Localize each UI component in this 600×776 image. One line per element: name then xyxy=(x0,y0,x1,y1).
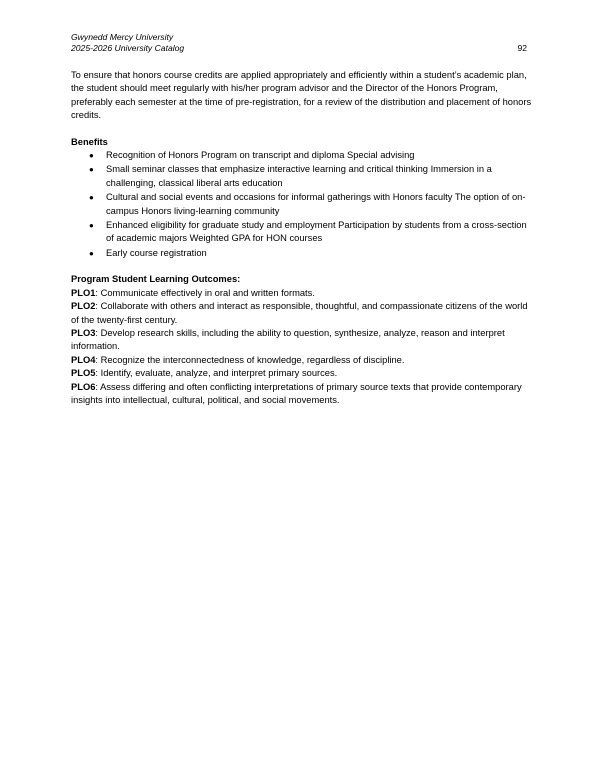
outcome-separator: : xyxy=(95,381,101,392)
outcome-label: PLO6 xyxy=(71,381,96,392)
outcome-item xyxy=(71,327,533,354)
bullet-icon: ● xyxy=(89,151,94,161)
outcome-item xyxy=(71,354,533,367)
benefit-item xyxy=(71,219,533,246)
main-content xyxy=(71,69,533,407)
outcome-label: PLO3 xyxy=(71,327,96,338)
benefits-list xyxy=(71,149,533,260)
outcome-text: Recognize the interconnectedness of knowledge, regardless of discipline. xyxy=(100,354,405,365)
bullet-icon: ● xyxy=(89,193,94,203)
outcome-label: PLO4 xyxy=(71,354,96,365)
benefits-heading: Benefits xyxy=(71,136,108,147)
outcome-separator: : xyxy=(95,327,101,338)
outcome-separator: : xyxy=(95,368,101,379)
page-number: 92 xyxy=(517,43,527,53)
institution-name: Gwynedd Mercy University xyxy=(71,32,174,42)
outcome-text: Communicate effectively in oral and written formats. xyxy=(100,287,315,298)
bullet-icon: ● xyxy=(89,248,94,258)
outcome-separator: : xyxy=(95,354,101,365)
benefit-text: Recognition of Honors Program on transcript and diploma Special advising xyxy=(106,150,415,161)
outcome-text: Develop research skills, including the ability to question, synthesize, analyze, reason and interpret information. xyxy=(71,327,505,352)
outcome-label: PLO1 xyxy=(71,287,96,298)
catalog-title: 2025-2026 University Catalog xyxy=(71,43,185,53)
benefit-text: Early course registration xyxy=(106,247,207,258)
outcome-text: Collaborate with others and interact as responsible, thoughtful, and compassionate citizens of the world of the twenty-first century. xyxy=(71,301,528,325)
benefit-text: Small seminar classes that emphasize interactive learning and critical thinking Immersion in a challenging, classical liberal arts education xyxy=(106,164,492,188)
outcome-separator: : xyxy=(95,301,101,312)
benefit-text: Cultural and social events and occasions for informal gatherings with Honors faculty The option of on- campus Honors living-learning community xyxy=(106,192,526,216)
outcome-item xyxy=(71,381,533,408)
bullet-icon: ● xyxy=(89,165,94,175)
outcome-label: PLO5 xyxy=(71,368,96,379)
outcome-label: PLO2 xyxy=(71,301,96,312)
outcome-text: Assess differing and often conflicting interpretations of primary source texts that provide contemporary insights into intellectual, cultural, political, and social movements. xyxy=(71,381,522,405)
outcome-separator: : xyxy=(95,287,101,298)
outcomes-heading: Program Student Learning Outcomes: xyxy=(71,274,241,285)
benefit-text: Enhanced eligibility for graduate study and employment Participation by students from a cross-section of academic majors Weighted GPA for HON courses xyxy=(106,220,527,244)
bullet-icon: ● xyxy=(89,221,94,231)
page-header xyxy=(71,32,530,54)
benefit-item xyxy=(71,163,533,190)
outcomes-list xyxy=(71,287,533,408)
benefit-item xyxy=(71,191,533,218)
benefit-item xyxy=(71,247,533,260)
outcome-text: Identify, evaluate, analyze, and interpret primary sources. xyxy=(100,368,338,379)
outcome-item xyxy=(71,367,533,380)
intro-paragraph: To ensure that honors course credits are applied appropriately and efficiently within a student’s academic plan, the student should meet regularly with his/her program advisor and the Director of the Honors Program, preferably each semester at the time of pre-registration, for a review of the distribution and placement of honors credits. xyxy=(71,70,532,121)
benefit-item xyxy=(71,149,533,162)
outcome-item xyxy=(71,287,533,300)
outcome-item xyxy=(71,300,533,327)
